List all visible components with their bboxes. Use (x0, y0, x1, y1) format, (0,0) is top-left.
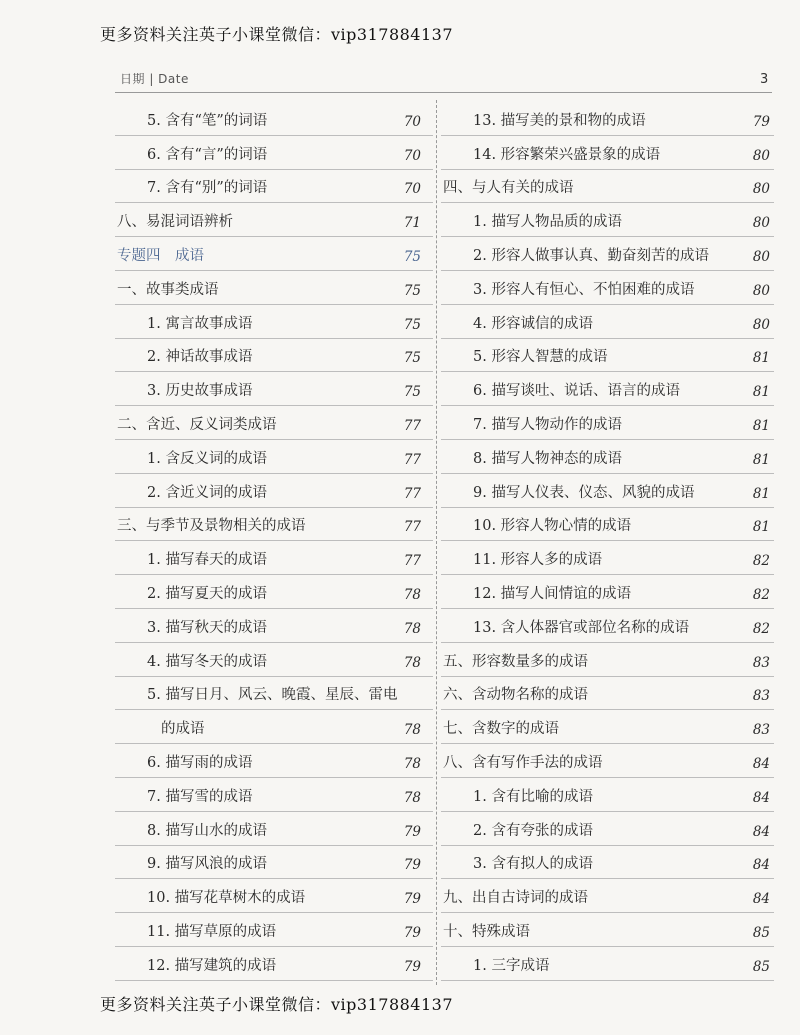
toc-entry-page: 80 (752, 147, 770, 164)
toc-entry-page: 80 (752, 316, 770, 333)
toc-entry-title: 2. 含近义词的成语 (147, 484, 267, 501)
toc-entry-page: 79 (403, 823, 421, 840)
toc-entry-page: 75 (403, 248, 421, 265)
toc-entry-page: 77 (403, 519, 421, 536)
toc-entry-title: 9. 描写风浪的成语 (147, 856, 267, 873)
toc-entry (441, 879, 774, 913)
toc-entry-title: 13. 含人体器官或部位名称的成语 (473, 619, 690, 636)
toc-entry (115, 203, 433, 237)
toc-entry-page: 78 (403, 620, 421, 637)
toc-entry (115, 643, 433, 677)
toc-entry (441, 947, 774, 981)
toc-entry-page: 83 (752, 722, 770, 739)
toc-entry-page: 85 (752, 924, 770, 941)
toc-entry (441, 136, 774, 170)
toc-entry-title: 四、与人有关的成语 (443, 180, 574, 197)
toc-entry (115, 406, 433, 440)
toc-entry-title: 4. 描写冬天的成语 (147, 653, 267, 670)
toc-entry-page: 79 (403, 857, 421, 874)
toc-entry-page: 78 (403, 722, 421, 739)
toc-entry-page: 84 (752, 755, 770, 772)
toc-entry-page: 77 (403, 417, 421, 434)
toc-entry-title: 5. 形容人智慧的成语 (473, 349, 608, 366)
toc-entry (115, 508, 433, 542)
toc-entry-title: 八、易混词语辨析 (117, 214, 233, 231)
toc-entry-title: 13. 描写美的景和物的成语 (473, 112, 646, 129)
toc-entry (115, 237, 433, 271)
toc-entry (115, 305, 433, 339)
toc-entry-title: 2. 神话故事成语 (147, 349, 253, 366)
toc-entry-page: 70 (403, 181, 421, 198)
toc-entry (115, 541, 433, 575)
toc-entry (115, 778, 433, 812)
toc-entry (441, 440, 774, 474)
toc-entry (441, 203, 774, 237)
toc-entry-title: 7. 描写人物动作的成语 (473, 416, 622, 433)
toc-entry (115, 879, 433, 913)
toc-entry-page: 75 (403, 350, 421, 367)
toc-entry-page: 84 (752, 789, 770, 806)
toc-entry-title: 12. 描写人间情谊的成语 (473, 585, 632, 602)
toc-left-column (115, 102, 433, 981)
toc-entry-page: 75 (403, 316, 421, 333)
toc-entry-page: 78 (403, 654, 421, 671)
toc-entry-title: 6. 描写谈吐、说话、语言的成语 (473, 383, 680, 400)
toc-entry-page: 79 (403, 924, 421, 941)
toc-entry-page: 80 (752, 215, 770, 232)
toc-entry-title: 1. 寓言故事成语 (147, 315, 253, 332)
toc-entry-title: 2. 形容人做事认真、勤奋刻苦的成语 (473, 247, 709, 264)
toc-entry-page: 81 (752, 417, 770, 434)
toc-entry-title: 9. 描写人仪表、仪态、风貌的成语 (473, 484, 695, 501)
toc-entry-page: 81 (752, 451, 770, 468)
toc-entry-title: 10. 描写花草树木的成语 (147, 890, 306, 907)
toc-right-column (441, 102, 774, 981)
toc-entry-title: 九、出自古诗词的成语 (443, 890, 588, 907)
toc-entry (441, 677, 774, 711)
toc-entry (441, 913, 774, 947)
toc-entry (441, 643, 774, 677)
toc-entry-page: 78 (403, 789, 421, 806)
toc-entry (441, 541, 774, 575)
toc-entry-page: 83 (752, 654, 770, 671)
toc-entry-page: 71 (403, 215, 421, 232)
page-number: 3 (760, 72, 769, 87)
date-label: 日期 | Date (120, 72, 189, 86)
toc-entry-page: 84 (752, 857, 770, 874)
toc-entry (441, 237, 774, 271)
toc-entry-title: 6. 描写雨的成语 (147, 754, 253, 771)
toc-entry (115, 102, 433, 136)
toc-entry (441, 406, 774, 440)
toc-entry-title: 1. 三字成语 (473, 957, 550, 974)
toc-entry-title: 七、含数字的成语 (443, 721, 559, 738)
toc-entry-page: 70 (403, 113, 421, 130)
toc-entry-title: 三、与季节及景物相关的成语 (117, 518, 306, 535)
toc-entry (115, 609, 433, 643)
toc-entry-title: 7. 描写雪的成语 (147, 788, 253, 805)
toc-entry-page: 81 (752, 485, 770, 502)
toc-entry (441, 305, 774, 339)
toc-entry (441, 609, 774, 643)
toc-entry (115, 372, 433, 406)
toc-entry-page: 70 (403, 147, 421, 164)
toc-entry (441, 339, 774, 373)
toc-entry (115, 271, 433, 305)
toc-entry-title: 4. 形容诚信的成语 (473, 315, 593, 332)
toc-entry-page: 82 (752, 586, 770, 603)
toc-entry-page: 82 (752, 553, 770, 570)
toc-entry-title: 7. 含有“别”的词语 (147, 180, 268, 197)
toc-entry-title: 3. 历史故事成语 (147, 383, 253, 400)
toc-entry (115, 710, 433, 744)
toc-entry (441, 575, 774, 609)
toc-entry-page: 79 (403, 958, 421, 975)
toc-entry (441, 846, 774, 880)
toc-entry (115, 947, 433, 981)
toc-entry-page: 75 (403, 384, 421, 401)
toc-entry-page: 79 (752, 113, 770, 130)
toc-entry-page: 84 (752, 823, 770, 840)
toc-entry (115, 744, 433, 778)
toc-entry (115, 136, 433, 170)
toc-entry-title: 11. 形容人多的成语 (473, 552, 603, 569)
toc-entry-page: 78 (403, 755, 421, 772)
toc-entry (441, 710, 774, 744)
toc-entry-title: 1. 描写春天的成语 (147, 552, 267, 569)
toc-entry (115, 339, 433, 373)
toc-entry (115, 913, 433, 947)
column-divider (436, 100, 437, 985)
watermark-top: 更多资料关注英子小课堂微信：vip317884137 (100, 25, 454, 44)
toc-entry-title: 二、含近、反义词类成语 (117, 416, 277, 433)
toc-entry-page: 77 (403, 451, 421, 468)
toc-entry (115, 440, 433, 474)
toc-entry-title: 3. 形容人有恒心、不怕困难的成语 (473, 281, 695, 298)
watermark-bottom: 更多资料关注英子小课堂微信：vip317884137 (100, 995, 454, 1014)
toc-entry-title: 1. 含有比喻的成语 (473, 788, 593, 805)
toc-entry-title: 5. 含有“笔”的词语 (147, 112, 268, 129)
toc-entry-title: 1. 含反义词的成语 (147, 450, 267, 467)
toc-entry (441, 812, 774, 846)
toc-entry (115, 474, 433, 508)
toc-entry-title: 六、含动物名称的成语 (443, 687, 588, 704)
toc-entry-page: 80 (752, 248, 770, 265)
toc-entry-page: 75 (403, 282, 421, 299)
toc-entry-title: 十、特殊成语 (443, 923, 530, 940)
toc-entry (441, 271, 774, 305)
toc-entry-page: 78 (403, 586, 421, 603)
toc-entry (441, 744, 774, 778)
toc-entry-page: 79 (403, 891, 421, 908)
toc-entry-page: 82 (752, 620, 770, 637)
toc-entry-title: 3. 描写秋天的成语 (147, 619, 267, 636)
toc-entry-title: 12. 描写建筑的成语 (147, 957, 277, 974)
toc-entry-title: 的成语 (161, 721, 205, 738)
toc-entry-title: 5. 描写日月、风云、晚霞、星辰、雷电 (147, 687, 398, 704)
toc-entry-title: 一、故事类成语 (117, 281, 219, 298)
toc-entry (115, 812, 433, 846)
toc-entry-title: 专题四 成语 (117, 247, 204, 264)
toc-entry-page: 84 (752, 891, 770, 908)
toc-entry-title: 8. 描写人物神态的成语 (473, 450, 622, 467)
toc-entry-title: 五、形容数量多的成语 (443, 653, 588, 670)
toc-entry (441, 170, 774, 204)
toc-entry-page: 85 (752, 958, 770, 975)
toc-entry-title: 2. 含有夸张的成语 (473, 822, 593, 839)
toc-entry (441, 372, 774, 406)
toc-entry-title: 3. 含有拟人的成语 (473, 856, 593, 873)
toc-entry-title: 八、含有写作手法的成语 (443, 754, 603, 771)
toc-entry-title: 14. 形容繁荣兴盛景象的成语 (473, 146, 661, 163)
toc-entry-title: 2. 描写夏天的成语 (147, 585, 267, 602)
header-rule (115, 92, 772, 93)
toc-entry (115, 170, 433, 204)
toc-entry (441, 474, 774, 508)
toc-entry-page: 77 (403, 485, 421, 502)
toc-entry (441, 102, 774, 136)
toc-entry-page: 77 (403, 553, 421, 570)
toc-entry (441, 778, 774, 812)
toc-entry (115, 846, 433, 880)
toc-entry-page: 80 (752, 181, 770, 198)
toc-entry (115, 677, 433, 711)
toc-entry (115, 575, 433, 609)
toc-entry-title: 10. 形容人物心情的成语 (473, 518, 632, 535)
toc-entry-page: 81 (752, 384, 770, 401)
toc-entry-title: 8. 描写山水的成语 (147, 822, 267, 839)
toc-entry-page: 83 (752, 688, 770, 705)
toc-entry-title: 1. 描写人物品质的成语 (473, 214, 622, 231)
toc-entry-page: 81 (752, 350, 770, 367)
toc-entry-page: 80 (752, 282, 770, 299)
toc-entry-title: 11. 描写草原的成语 (147, 923, 277, 940)
toc-entry-title: 6. 含有“言”的词语 (147, 146, 268, 163)
toc-entry (441, 508, 774, 542)
toc-entry-page: 81 (752, 519, 770, 536)
